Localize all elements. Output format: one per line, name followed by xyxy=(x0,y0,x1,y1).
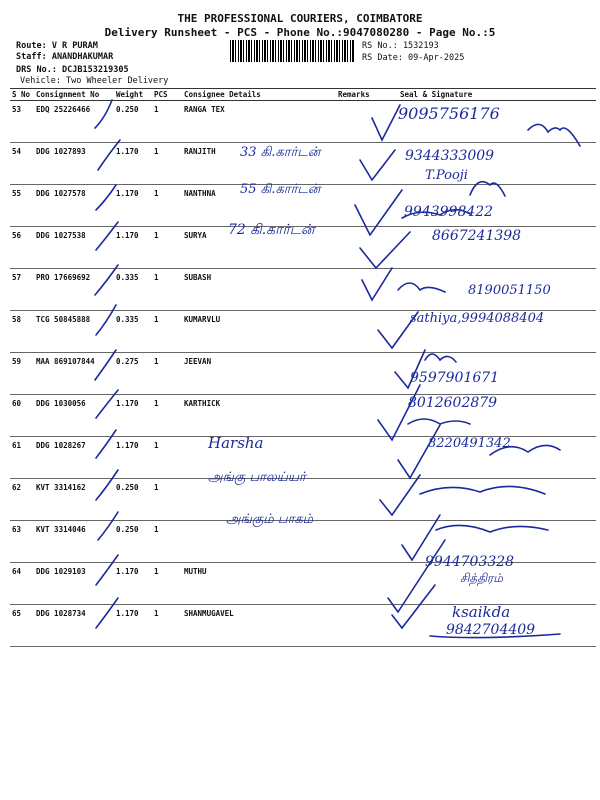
col-pcs: PCS xyxy=(152,89,182,101)
handwritten-phone: 9943998422 xyxy=(404,204,494,220)
cell-pcs: 1 xyxy=(152,185,182,227)
cell-weight: 0.250 xyxy=(114,521,152,563)
col-consignee: Consignee Details xyxy=(182,89,336,101)
cell-pcs: 1 xyxy=(152,437,182,479)
handwritten-phone: 8190051150 xyxy=(468,283,551,298)
handwritten-phone: 8220491342 xyxy=(428,436,511,451)
handwritten-name: அங்கு பாலய்யர் xyxy=(208,470,306,485)
handwritten-phone: sathiya,9994088404 xyxy=(410,311,545,326)
cell-weight: 1.170 xyxy=(114,437,152,479)
cell-sno: 65 xyxy=(10,605,34,647)
cell-remarks xyxy=(336,311,380,353)
cell-remarks xyxy=(336,395,380,437)
cell-remarks xyxy=(336,563,380,605)
cell-pcs: 1 xyxy=(152,143,182,185)
col-remarks: Remarks xyxy=(336,89,380,101)
cell-consignment: DDG 1027578 xyxy=(34,185,114,227)
cell-sno: 58 xyxy=(10,311,34,353)
handwritten-name: சித்திரம் xyxy=(460,571,503,585)
handwritten-phone: 9944703328 xyxy=(425,554,515,570)
cell-consignment: DDG 1027538 xyxy=(34,227,114,269)
handwritten-name: Harsha xyxy=(208,434,264,452)
cell-sno: 60 xyxy=(10,395,34,437)
rs-date: RS Date: 09-Apr-2025 xyxy=(362,53,465,63)
col-weight: Weight xyxy=(114,89,152,101)
cell-sno: 63 xyxy=(10,521,34,563)
cell-consignee: RANGA TEX xyxy=(182,101,336,143)
cell-weight: 1.170 xyxy=(114,395,152,437)
cell-weight: 1.170 xyxy=(114,563,152,605)
cell-pcs: 1 xyxy=(152,269,182,311)
cell-sno: 62 xyxy=(10,479,34,521)
handwritten-address: 33 கி.கார்டன் xyxy=(240,145,321,160)
cell-consignee: SURYA xyxy=(182,227,336,269)
handwritten-address: 72 கி.கார்டன் xyxy=(228,222,315,238)
table-row xyxy=(10,353,596,395)
cell-remarks xyxy=(336,479,380,521)
cell-pcs: 1 xyxy=(152,521,182,563)
handwritten-name: ksaikda xyxy=(452,603,511,621)
cell-consignment: DDG 1028734 xyxy=(34,605,114,647)
cell-remarks xyxy=(336,101,380,143)
cell-remarks xyxy=(336,437,380,479)
cell-consignee: NANTHNA xyxy=(182,185,336,227)
cell-sno: 64 xyxy=(10,563,34,605)
cell-consignment: DDG 1030056 xyxy=(34,395,114,437)
rs-number: RS No.: 1532193 xyxy=(362,41,439,51)
cell-remarks xyxy=(336,227,380,269)
cell-remarks xyxy=(336,185,380,227)
cell-remarks xyxy=(336,605,380,647)
table-row xyxy=(10,101,596,143)
cell-weight: 1.170 xyxy=(114,227,152,269)
runsheet-subtitle: Delivery Runsheet - PCS - Phone No.:9047080280 - Page No.:5 xyxy=(104,26,496,39)
handwritten-name: அங்கும் பாகம் xyxy=(226,512,314,527)
table-header-row xyxy=(10,89,596,101)
cell-remarks xyxy=(336,269,380,311)
col-sno: S No xyxy=(10,89,34,101)
handwritten-phone: 9095756176 xyxy=(398,104,500,123)
cell-remarks xyxy=(336,353,380,395)
cell-pcs: 1 xyxy=(152,227,182,269)
cell-pcs: 1 xyxy=(152,311,182,353)
cell-consignment: TCG 50845888 xyxy=(34,311,114,353)
cell-weight: 0.250 xyxy=(114,101,152,143)
cell-sno: 59 xyxy=(10,353,34,395)
cell-weight: 0.335 xyxy=(114,269,152,311)
cell-weight: 1.170 xyxy=(114,143,152,185)
cell-weight: 1.170 xyxy=(114,185,152,227)
cell-remarks xyxy=(336,521,380,563)
barcode xyxy=(230,40,355,62)
cell-pcs: 1 xyxy=(152,395,182,437)
cell-consignment: MAA 869107844 xyxy=(34,353,114,395)
route-label: Route: V R PURAM xyxy=(16,41,98,51)
drs-label: DRS No.: DCJB153219305 xyxy=(16,65,129,75)
cell-consignment: DDG 1029103 xyxy=(34,563,114,605)
vehicle-label: Vehicle: Two Wheeler Delivery xyxy=(20,76,169,86)
cell-consignee: KARTHICK xyxy=(182,395,336,437)
cell-pcs: 1 xyxy=(152,353,182,395)
handwritten-phone: 9344333009 xyxy=(405,148,495,164)
cell-consignment: DDG 1028267 xyxy=(34,437,114,479)
company-title: THE PROFESSIONAL COURIERS, COIMBATORE xyxy=(177,12,423,25)
cell-pcs: 1 xyxy=(152,605,182,647)
cell-consignment: KVT 3314046 xyxy=(34,521,114,563)
table-row xyxy=(10,395,596,437)
cell-weight: 1.170 xyxy=(114,605,152,647)
col-consignment: Consignment No xyxy=(34,89,114,101)
cell-consignment: DDG 1027893 xyxy=(34,143,114,185)
handwritten-phone: 8012602879 xyxy=(408,395,498,411)
cell-consignee: MUTHU xyxy=(182,563,336,605)
col-signature: Seal & Signature xyxy=(380,89,596,101)
handwritten-phone: 8667241398 xyxy=(432,228,522,244)
cell-weight: 0.335 xyxy=(114,311,152,353)
cell-sno: 56 xyxy=(10,227,34,269)
cell-weight: 0.275 xyxy=(114,353,152,395)
cell-sno: 61 xyxy=(10,437,34,479)
handwritten-signature-name: T.Pooji xyxy=(425,168,468,183)
cell-weight: 0.250 xyxy=(114,479,152,521)
cell-sno: 54 xyxy=(10,143,34,185)
cell-consignee: JEEVAN xyxy=(182,353,336,395)
cell-consignee: SHANMUGAVEL xyxy=(182,605,336,647)
staff-label: Staff: ANANDHAKUMAR xyxy=(16,52,114,62)
cell-consignment: KVT 3314162 xyxy=(34,479,114,521)
cell-pcs: 1 xyxy=(152,479,182,521)
cell-consignee: RANJITH xyxy=(182,143,336,185)
cell-consignee: KUMARVLU xyxy=(182,311,336,353)
cell-remarks xyxy=(336,143,380,185)
cell-signature xyxy=(380,479,596,521)
handwritten-address: 55 கி.கார்டன் xyxy=(240,182,321,197)
cell-sno: 57 xyxy=(10,269,34,311)
cell-sno: 55 xyxy=(10,185,34,227)
handwritten-phone: 9842704409 xyxy=(446,622,536,638)
cell-pcs: 1 xyxy=(152,563,182,605)
cell-sno: 53 xyxy=(10,101,34,143)
cell-consignment: EDQ 25226466 xyxy=(34,101,114,143)
cell-consignment: PRO 17669692 xyxy=(34,269,114,311)
cell-consignee: SUBASH xyxy=(182,269,336,311)
cell-pcs: 1 xyxy=(152,101,182,143)
handwritten-phone: 9597901671 xyxy=(410,370,500,386)
